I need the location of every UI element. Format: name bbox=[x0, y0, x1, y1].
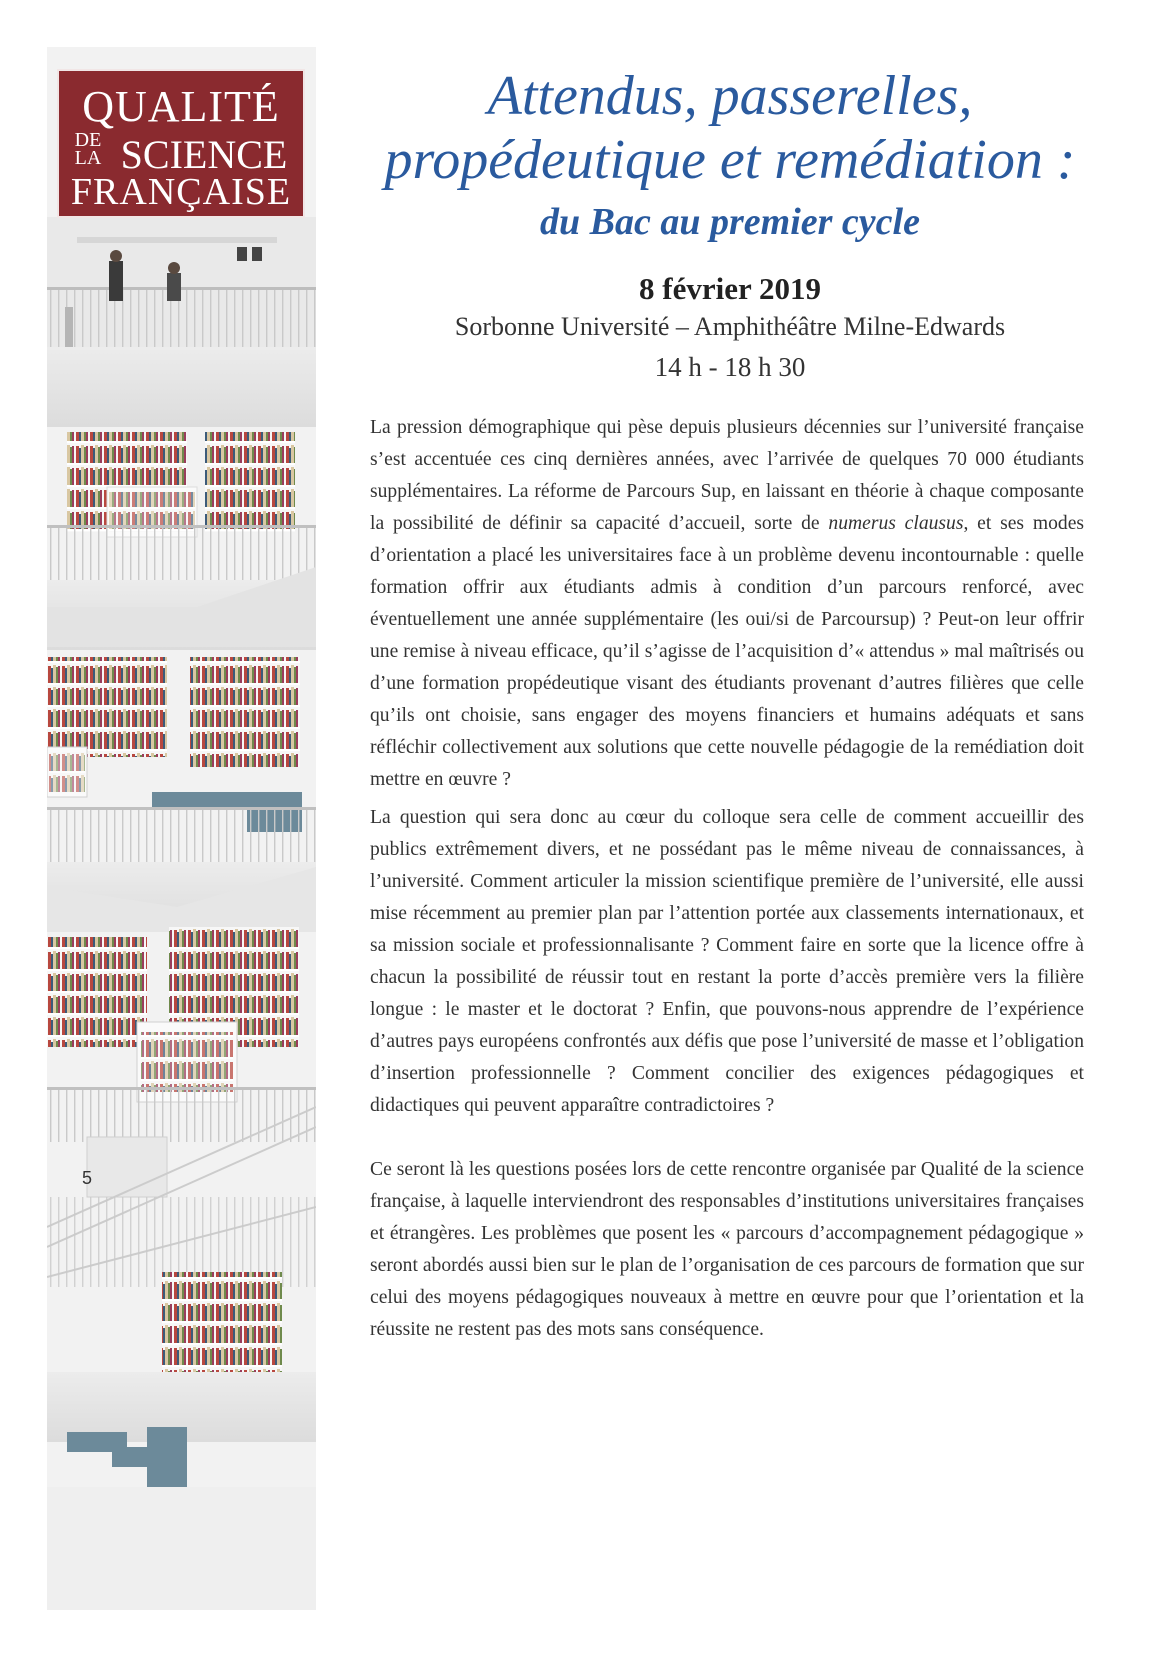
qualite-science-francaise-logo bbox=[57, 69, 305, 218]
logo-de-la: DE LA bbox=[74, 129, 102, 169]
logo-line-science bbox=[65, 131, 297, 175]
event-time: 14 h - 18 h 30 bbox=[654, 352, 806, 382]
logo-line-francaise: FRANÇAISE bbox=[70, 171, 292, 213]
library-illustration bbox=[47, 47, 316, 1610]
logo-science-word: SCIENCE bbox=[120, 132, 288, 177]
paragraph-2: La question qui sera donc au cœur du colloque sera celle de comment accueillir des publics extrêmement divers, et ne possédant pas le même niveau de connaissances, à l’université. Comment articuler la mission scientifique première de l’université, elle aussi mise récemment au premier plan par l’attention portée aux classements internationaux, et sa mission sociale et professionnalisante ? Comment faire en sorte que la licence offre à chacun la possibilité de réussir tout en restant la porte d’accès première vers la filière longue : le master et le doctorat ? Enfin, que pouvons-nous apprendre de l’expérience d’autres pays européens confrontés aux défis que pose l’université de masse et l’obligation d’insertion professionnelle ? Comment concilier des exigences pédagogiques et didactiques qui peuvent apparaître contradictoires ? bbox=[370, 807, 1084, 1116]
paragraph-1-part-b: , et ses modes d’orientation a placé les universitaires face à un problème devenu incontournable : quelle formation offrir aux étudiants admis à condition d’un parcours renforcé, avec éventuellement une année supplémentaire (les oui/si de Parcoursup) ? Peut-on leur offrir une remise à niveau efficace, qu’il s’agisse de l’acquisition d’« attendus » mal maîtrisés ou d’une formation propédeutique visant des étudiants provenant d’autres filières que celle qu’ils ont choisie, sans engager des moyens financiers et humains adéquats et sans réfléchir collectivement aux solutions que cette nouvelle pédagogie de la remédiation doit mettre en œuvre ? bbox=[370, 513, 1085, 790]
logo-line-qualite: QUALITÉ bbox=[82, 82, 280, 131]
paragraph-1-part-a: La pression démographique qui pèse depuis plusieurs décennies sur l’université française s’est accentuée ces cinq dernières années, avec l’arrivée de quelques 70 000 étudiants supplémentaires. La réforme de Parcours Sup, en laissant en théorie à chaque composante la possibilité de définir sa capacité d’accueil, sorte de bbox=[370, 417, 1084, 534]
title-line-1: Attendus, passerelles, bbox=[487, 65, 973, 127]
paragraph-3: Ce seront là les questions posées lors de cette rencontre organisée par Qualité de la science française, à laquelle interviendront des responsables d’institutions universitaires françaises et étrangères. Les problèmes que posent les « parcours d’accompagnement pédagogique » seront abordés aussi bien sur le plan de l’organisation de ces parcours de formation que sur celui des moyens pédagogiques nouveaux à mettre en œuvre pour que l’orientation et la réussite ne restent pas des mots sans conséquence. bbox=[370, 1159, 1084, 1340]
title-line-2: propédeutique et remédiation : bbox=[384, 129, 1076, 191]
numerus-clausus-term: numerus clausus bbox=[828, 513, 964, 534]
event-place: Sorbonne Université – Amphithéâtre Milne-Edwards bbox=[454, 312, 1006, 341]
floor-number-label: 5 bbox=[82, 1168, 93, 1188]
library-photo bbox=[47, 47, 316, 1610]
paragraph-1 bbox=[370, 412, 1084, 796]
event-date: 8 février 2019 bbox=[639, 271, 821, 306]
body-text bbox=[370, 412, 1084, 1346]
subtitle: du Bac au premier cycle bbox=[540, 201, 920, 243]
